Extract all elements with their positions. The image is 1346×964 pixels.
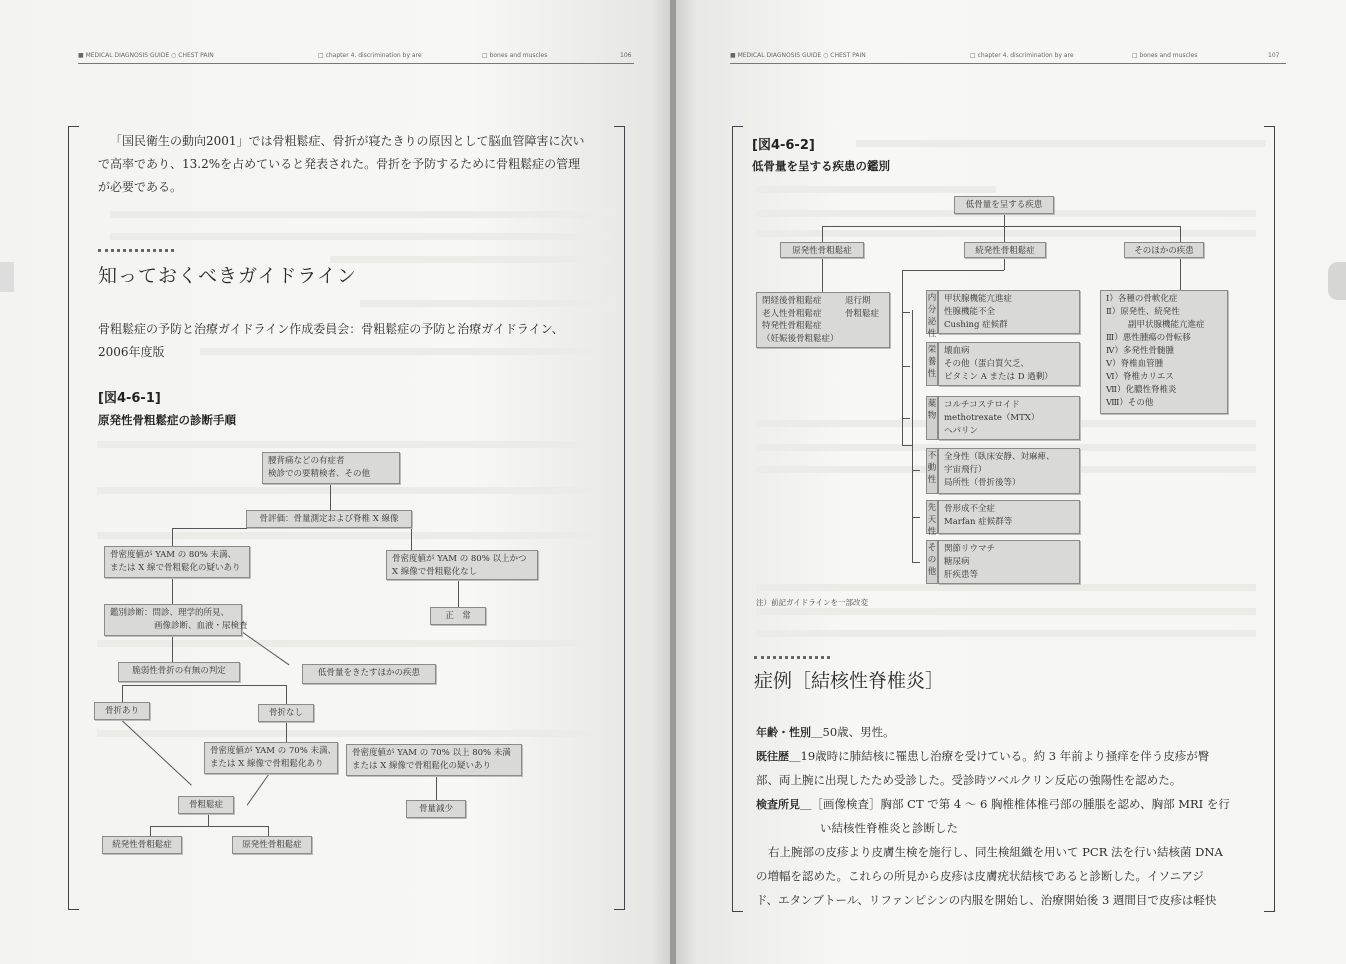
case-age-line: 年齢・性別＿50歳、男性。 xyxy=(756,725,895,739)
case-history-cont: 部、両上腕に出現したため受診した。受診時ツベルクリン反応の強陽性を認めた。 xyxy=(756,773,1182,787)
figure-number: [図4-6-2] xyxy=(752,138,815,153)
flow-fracture-yes-box: 骨折あり xyxy=(94,702,150,720)
intro-line: 「国民衛生の動向2001」では骨粗鬆症、骨折が寝たきりの原因として脳血管障害に次い xyxy=(110,134,585,148)
exam-label: 検査所見 xyxy=(756,798,800,811)
category-tag-congenital: 先天性 xyxy=(926,500,938,534)
flow-fracture-no-box: 骨折なし xyxy=(258,704,314,722)
intro-paragraph xyxy=(98,130,618,199)
header-rule xyxy=(730,63,1286,64)
case-history-line: 既往歴＿19歳時に肺結核に罹患し治療を受けている。約 3 年前より掻痒を伴う皮疹が臀 xyxy=(756,749,1210,763)
tree-secondary-box: 続発性骨粗鬆症 xyxy=(964,242,1046,258)
category-drug-box: コルチコステロイド methotrexate（MTX） ヘパリン xyxy=(938,396,1080,440)
citation-line: 2006年度版 xyxy=(98,345,165,359)
figure-title: 原発性骨粗鬆症の診断手順 xyxy=(98,413,236,427)
primary-group-label: 骨粗鬆症 xyxy=(845,309,880,319)
header-rule xyxy=(78,63,634,64)
exam-value: ［画像検査］胸部 CT で第 4 ～ 6 胸椎椎体椎弓部の腫脹を認め、胸部 MRI を行 xyxy=(811,797,1230,811)
figure-number: [図4-6-1] xyxy=(98,391,161,406)
running-head-chapter: □ chapter 4. discrimination by are xyxy=(318,52,422,59)
tree-other-box: そのほかの疾患 xyxy=(1124,242,1204,258)
case-body-line: の増幅を認めた。これらの所見から皮疹は皮膚疣状結核であると診断した。イソニアジ xyxy=(756,869,1204,883)
page-number: 107 xyxy=(1268,52,1280,59)
intro-line: で高率であり、13.2%を占めていると発表された。骨折を予防するために骨粗鬆症の管理 xyxy=(98,157,581,171)
tree-primary-detail-box: 閉経後骨粗鬆症 老人性骨粗鬆症 特発性骨粗鬆症 （妊娠後骨粗鬆症） 退行期 骨粗鬆症 xyxy=(756,292,890,348)
flow-osteoporosis-box: 骨粗鬆症 xyxy=(178,796,234,814)
page-edge-tab xyxy=(0,262,14,292)
flow-under70-box: 骨密度値が YAM の 70% 未満、 または X 線像で骨粗鬆化あり xyxy=(204,742,338,774)
case-title: 症例［結核性脊椎炎］ xyxy=(754,670,945,692)
running-head-chapter: □ chapter 4. discrimination by are xyxy=(970,52,1074,59)
guideline-citation xyxy=(98,318,618,364)
flow-bone-loss-box: 骨量減少 xyxy=(406,800,466,818)
case-exam-cont: い結核性脊椎炎と診断した xyxy=(820,821,958,835)
figure-title: 低骨量を呈する疾患の鑑別 xyxy=(752,159,890,173)
flow-primary-box: 原発性骨粗鬆症 xyxy=(232,836,312,854)
running-head-title: ■ MEDICAL DIAGNOSIS GUIDE ○ CHEST PAIN xyxy=(78,52,214,59)
category-tag-endocrine: 内分泌性 xyxy=(926,290,938,334)
flow-other-disease-box: 低骨量をきたすほかの疾患 xyxy=(302,664,436,684)
flow-high-bmd-box: 骨密度値が YAM の 80% 以上かつ X 線像で骨粗鬆化なし xyxy=(386,550,538,580)
left-bracket xyxy=(68,126,79,910)
flow-fragility-box: 脆弱性骨折の有無の判定 xyxy=(118,662,240,682)
section-title: 知っておくべきガイドライン xyxy=(98,265,357,287)
category-tag-others: その他 xyxy=(926,540,938,584)
tree-root-box: 低骨量を呈する疾患 xyxy=(954,196,1054,214)
flow-between-box: 骨密度値が YAM の 70% 以上 80% 未満 または X 線像で骨粗鬆化の疑いあり xyxy=(346,744,522,776)
running-head-section: □ bones and muscles xyxy=(1132,52,1198,59)
left-bracket xyxy=(732,126,743,912)
left-page xyxy=(0,0,672,964)
history-value: 19歳時に肺結核に罹患し治療を受けている。約 3 年前より掻痒を伴う皮疹が臀 xyxy=(800,749,1210,763)
section-dots xyxy=(754,656,830,663)
citation-line: 骨粗鬆症の予防と治療ガイドライン作成委員会：骨粗鬆症の予防と治療ガイドライン、 xyxy=(98,322,564,336)
category-others-box: 関節リウマチ 糖尿病 肝疾患等 xyxy=(938,540,1080,584)
intro-line: が必要である。 xyxy=(98,180,183,194)
age-value: 50歳、男性。 xyxy=(822,725,895,739)
tree-other-list-box: Ⅰ）各種の骨軟化症 Ⅱ）原発性、続発性 副甲状腺機能亢進症 Ⅲ）悪性腫瘍の骨転移 Ⅳ）多発性骨髄腫 Ⅴ）脊椎血管腫 Ⅵ）脊椎カリエス Ⅶ）化膿性脊椎炎 Ⅷ）その他 xyxy=(1100,290,1228,414)
category-endocrine-box: 甲状腺機能亢進症 性腺機能不全 Cushing 症候群 xyxy=(938,290,1080,334)
case-body-line: 右上腕部の皮疹より皮膚生検を施行し、同生検組織を用いて PCR 法を行い結核菌 DNA xyxy=(768,845,1223,859)
right-bracket xyxy=(1264,126,1275,912)
case-exam-line: 検査所見＿［画像検査］胸部 CT で第 4 ～ 6 胸椎椎体椎弓部の腫脹を認め、胸部 MRI を行 xyxy=(756,797,1230,811)
flow-normal-box: 正 常 xyxy=(430,607,486,625)
tree-primary-box: 原発性骨粗鬆症 xyxy=(780,242,864,258)
category-immobility-box: 全身性（臥床安静、対麻痺、 宇宙飛行） 局所性（骨折後等） xyxy=(938,448,1080,494)
category-tag-nutritional: 栄養性 xyxy=(926,342,938,386)
category-nutritional-box: 壊血病 その他（蛋白質欠乏、 ビタミン A または D 過剰） xyxy=(938,342,1080,386)
running-head-section: □ bones and muscles xyxy=(482,52,548,59)
category-congenital-box: 骨形成不全症 Marfan 症候群等 xyxy=(938,500,1080,534)
running-head-title: ■ MEDICAL DIAGNOSIS GUIDE ○ CHEST PAIN xyxy=(730,52,866,59)
category-tag-drug: 薬物 xyxy=(926,396,938,440)
primary-group-label: 退行期 xyxy=(845,296,871,306)
right-page xyxy=(676,0,1346,964)
history-label: 既往歴 xyxy=(756,750,789,763)
flow-secondary-box: 続発性骨粗鬆症 xyxy=(102,836,182,854)
case-body-line: ド、エタンブトール、リファンピシンの内服を開始し、治療開始後 3 週間目で皮疹は軽快 xyxy=(756,893,1217,907)
figure-note: 注）前記ガイドラインを一部改変 xyxy=(756,598,869,607)
flow-evaluation-box: 骨評価：骨量測定および脊椎 X 線像 xyxy=(246,510,412,528)
flow-start-box: 腰背痛などの有症者 検診での要精検者、その他 xyxy=(262,452,400,484)
section-dots xyxy=(98,249,174,256)
right-bracket xyxy=(614,126,625,910)
age-label: 年齢・性別 xyxy=(756,726,811,739)
page-edge-tab xyxy=(1328,262,1346,300)
flow-differential-box: 鑑別診断：問診、理学的所見、 画像診断、血液・尿検査 xyxy=(104,604,242,636)
page-number: 106 xyxy=(620,52,632,59)
flow-low-bmd-box: 骨密度値が YAM の 80% 未満、 または X 線で骨粗鬆化の疑いあり xyxy=(104,546,250,578)
category-tag-immobility: 不動性 xyxy=(926,448,938,494)
